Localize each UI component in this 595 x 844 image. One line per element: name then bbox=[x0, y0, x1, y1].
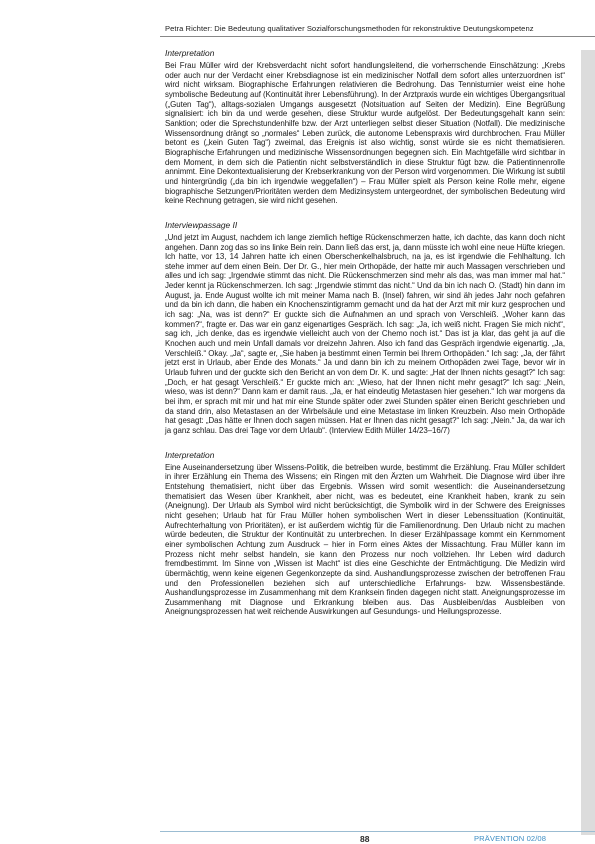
paragraph-interpretation-1: Bei Frau Müller wird der Krebsverdacht nicht sofort handlungsleitend, die vorherrschende Einschätzung: „Krebs oder auch nur der Verdacht einer Krebsdiagnose ist ein medizinischer Notfall dem sofort alles unterzuordnen ist“ wird nicht wirksam. Biographische Erfahrungen relativieren die Bedrohung. Das Tennisturnier weist eine hohe symbolische Bedeutung auf (Kontinuität ihrer Lebensführung). In der Arztpraxis wurde ein wichtiges Übergangsritual („Guten Tag“), alltags-sozialen Umgangs ausgesetzt (Notsituation auf Seiten der Medizin). Eine Begrüßung signalisiert: ich bin da und werde gesehen, diese Struktur wurde aufgelöst. Der Bedeutungsgehalt kann sein: Sanktion; oder die Sprechstundenhilfe bzw. der Arzt unterliegen selbst dieser Situation (Notfall). Die medizinische Wissensordnung drängt so „normales“ Leben zurück, die autonome Lebenspraxis wird durchbrochen. Frau Müller betont es („kein Guten Tag“) zweimal, das Ereignis ist also wichtig, sonst würde sie es nicht thematisieren. Biographische Erfahrungen und medizinische Wissensordnungen begegnen sich. Ein Machtgefälle wird sichtbar in dem Moment, in dem sich die Patientin nicht selbstverständlich in diese Struktur fügt bzw. die Patientinnenrolle annimmt. Eine Dekontextualisierung der Krebserkrankung von der Person wird vorgenommen. Die Wirkung ist subtil und hintergründig („da bin ich irgendwie weggefallen“) – Frau Müller spielt als Person keine Rolle mehr, eigene biographische Setzungen/Prioritäten werden dem Medizinsystem untergeordnet, der symbolischen Bedeutung wird keine Rechnung getragen, sie wird nicht gesehen. bbox=[165, 61, 565, 206]
section-heading-interviewpassage-2: Interviewpassage II bbox=[165, 219, 238, 230]
section-heading-interpretation-2: Interpretation bbox=[165, 449, 215, 460]
page-body bbox=[165, 48, 565, 617]
page-number: 88 bbox=[360, 834, 370, 844]
footer-divider bbox=[160, 831, 595, 832]
journal-name: PRÄVENTION 02/08 bbox=[474, 834, 547, 843]
header-divider bbox=[160, 36, 595, 37]
paragraph-interviewpassage-2: „Und jetzt im August, nachdem ich lange ziemlich heftige Rückenschmerzen hatte, ich dachte, das kann doch nicht angehen. Dann zog das so ins linke Bein rein. Dann ließ das erst, ja, dann müsste ich wohl eine neue Hüfte kriegen. Ich hatte, vor 13, 14 Jahren hatte ich einen Oberschenkelhalsbruch, na ja, es ist irgendwie die Fehlhaltung. Ich stehe immer auf dem einen Bein. Der Dr. G., hier mein Orthopäde, der hatte mir auch Massagen verschrieben und alles und ich sag: „Irgendwie stimmt das nicht. Die Rückenschmerzen sind mehr als das, was man immer mal hat.“ Jeder kennt ja Rückenschmerzen. Ich sag: „Irgendwie stimmt das nicht.“ Und da bin ich nach O. (Stadt) hin dann im August, ja. Ende August wollte ich mit meiner Mama nach B. (Insel) fahren, wir sind äh jedes Jahr noch gefahren und da bin ich dann, die haben ein Knochenszintigramm gemacht und da hat der Arzt mit mir kurz gesprochen und ich sag: „Na, was ist denn?“ Er guckte sich die Aufnahmen an und sprach von Verschleiß. „Woher kann das kommen?“, fragte er. Das war ein ganz eigenartiges Gespräch. Ich sag: „Ja, ich weiß nicht. Fragen Sie mich nicht“, sag ich, „ich denke, das es irgendwie vielleicht auch von der Chemo noch ist.“ Das ist ja klar, das geht ja auf die Knochen auch und mein Unfall damals vor dreizehn Jahren. Also ich fand das Gespräch irgendwie eigenartig. „Ja, Verschleiß.“ Okay. „Ja“, sagte er, „Sie haben ja bestimmt einen Termin bei Ihrem Orthopäden.“ Ich sag: „Ja, der fährt jetzt erst in Urlaub, aber Ende des Monats.“ Ja und dann bin ich zu meinem Orthopäden zwei Tage, bevor wir in Urlaub fuhren und der guckte sich den Bericht an von dem Dr. K. und sagte: „Hat der Ihnen nichts gesagt?“ Ich sag: „Doch, er hat gesagt Verschleiß.“ Er guckte mich an: „Wieso, hat der Ihnen nicht mehr gesagt?“ Ich sag: „Nein, wieso, was ist denn?“ Dann kam er damit raus. „Ja, er hat eindeutig Metastasen hier gesehen.“ Ich war morgens da bei ihm, er sprach mit mir und hat mir eine Stunde später oder zwei Stunden später einen Bericht geschrieben und da stand drin, also Metastasen an der Wirbelsäule und eine Metastase im linken Kreuzbein. Also mein Orthopäde hat gesagt: „Das hätte er Ihnen doch sagen müssen. Hat er Ihnen das nicht gesagt?“ Ich sag: „Nein.“ Ja, da war ich ja ganz schlau. Das drei Tage vor dem Urlaub“. (Interview Edith Müller 14/23–16/7) bbox=[165, 232, 565, 435]
page-edge-bar bbox=[581, 50, 595, 835]
running-header: Petra Richter: Die Bedeutung qualitativer Sozialforschungsmethoden für rekonstruktive Deutungskompetenz bbox=[165, 24, 534, 33]
paragraph-interpretation-2: Eine Auseinandersetzung über Wissens-Politik, die betreiben wurde, bestimmt die Erzählung. Frau Müller schildert in ihrer Erzählung ein Thema des Wissens; ein Ringen mit den Ärzten um Wahrheit. Die Diagnose wird über ihre Entstehung thematisiert, nicht über das Ergebnis. Wissen wird somit wesentlich: die Auseinandersetzung thematisiert das Wesen über Krankheit, aber nicht, was es bedeutet, eine Krankheit haben, krank zu sein (Aneignung). Der Urlaub als Symbol wird nicht berücksichtigt, die Symbolik wird in der Schwere des Ereignisses nicht gesehen; Urlaub hat für Frau Müller hohen symbolischen Wert in dieser Lebenssituation (Kontinuität, Aufrechterhaltung von Prioritäten), er ist außerdem wichtig für die Familienordnung. Den Urlaub nicht zu machen würde bedeuten, die Struktur der Kontinuität zu unterbrechen. In dieser Erzählpassage kommt ein Kernmoment einer symbolischen Achtung zum Ausdruck – hier in Form eines Aktes der Missachtung. Frau Müller kann im Prozess nicht mehr selbst handeln, sie kann den Prozess nur noch vollziehen. Ihr Leben wird dadurch fremdbestimmt. Im Sinne von „Wissen ist Macht“ ist dies eine Geschichte der Entmächtigung. Die Medizin wird übermächtig, wenn keine eigenen Gegenkonzepte da sind. Aushandlungsprozesse zwischen der betroffenen Frau und den Professionellen beziehen sich auf unterschiedliche Erfahrungs- bzw. Wissensbestände. Aushandlungsprozesse im Zusammenhang mit dem Kranksein finden dagegen nicht statt. Aneignungsprozesse im Zusammenhang mit Diagnose und Erkrankung bleiben aus. Das Ausbleiben/das Ausbleiben von Aneignungsprozessen hat weit reichende Auswirkungen auf Gesundungs- und Heilungsprozesse. bbox=[165, 462, 565, 617]
section-heading-interpretation-1: Interpretation bbox=[165, 48, 215, 58]
